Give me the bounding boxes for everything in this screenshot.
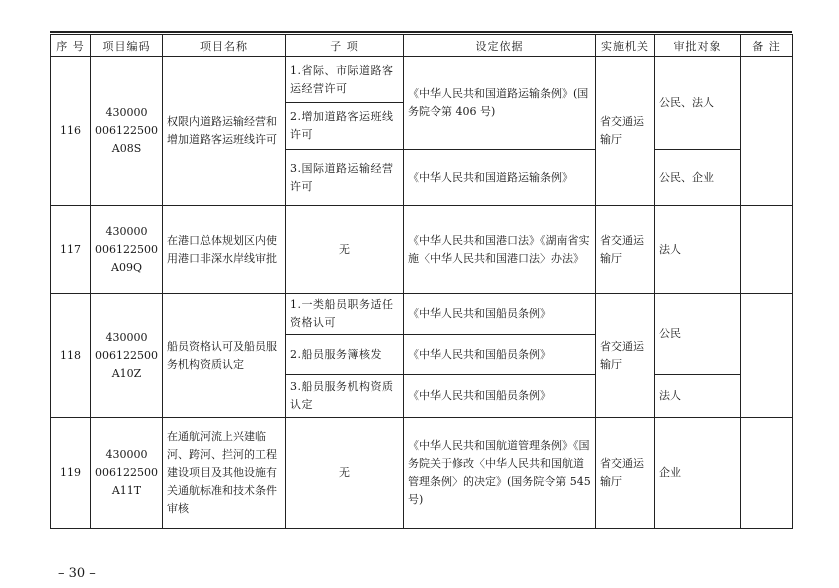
agency-cell: 省交通运输厅	[596, 206, 655, 294]
agency-cell: 省交通运输厅	[596, 57, 655, 206]
sub-item-cell: 1.一类船员职务适任资格认可	[286, 294, 404, 335]
approval-items-table	[50, 34, 793, 529]
item-name-cell: 在通航河流上兴建临河、跨河、拦河的工程建设项目及其他设施有关通航标准和技术条件审核	[163, 418, 286, 529]
sub-item-cell: 1.省际、市际道路客运经营许可	[286, 57, 404, 103]
sub-item-cell: 2.增加道路客运班线许可	[286, 103, 404, 150]
object-cell: 法人	[655, 375, 741, 418]
code-part: A08S	[111, 142, 142, 155]
code-part: 430000	[105, 224, 148, 238]
table-row	[51, 418, 793, 529]
item-name-cell: 船员资格认可及船员服务机构资质认定	[163, 294, 286, 418]
sub-item-cell: 无	[286, 418, 404, 529]
agency-cell: 省交通运输厅	[596, 294, 655, 418]
header-note: 备 注	[741, 35, 793, 57]
code-part: 006122500	[95, 348, 158, 362]
table-row	[51, 206, 793, 294]
note-cell	[741, 418, 793, 529]
code-part: A09Q	[111, 260, 142, 274]
basis-cell: 《中华人民共和国船员条例》	[404, 294, 596, 335]
header-row	[51, 35, 793, 57]
sub-item-cell: 3.船员服务机构资质认定	[286, 375, 404, 418]
header-name: 项目名称	[163, 35, 286, 57]
page-number: – 30 –	[58, 566, 96, 581]
basis-cell: 《中华人民共和国道路运输条例》(国务院令第 406 号)	[404, 57, 596, 150]
header-agency: 实施机关	[596, 35, 655, 57]
basis-cell: 《中华人民共和国船员条例》	[404, 375, 596, 418]
sub-item-cell: 无	[286, 206, 404, 294]
code-part: 006122500	[95, 466, 158, 479]
code-part: 006122500	[95, 242, 158, 256]
basis-cell: 《中华人民共和国航道管理条例》《国务院关于修改〈中华人民共和国航道管理条例〉的决定》(国务院令第 545 号)	[404, 418, 596, 529]
code-part: 430000	[105, 330, 148, 344]
table-row	[51, 57, 793, 103]
note-cell	[741, 57, 793, 206]
code-part: 006122500	[95, 124, 158, 137]
note-cell	[741, 294, 793, 418]
seq-cell: 119	[51, 418, 91, 529]
item-name-cell: 权限内道路运输经营和增加道路客运班线许可	[163, 57, 286, 206]
object-cell: 公民、法人	[655, 57, 741, 150]
basis-cell: 《中华人民共和国道路运输条例》	[404, 150, 596, 206]
object-cell: 法人	[655, 206, 741, 294]
agency-cell: 省交通运输厅	[596, 418, 655, 529]
code-cell	[91, 294, 163, 418]
header-code: 项目编码	[91, 35, 163, 57]
table-row	[51, 294, 793, 335]
code-cell	[91, 418, 163, 529]
basis-cell: 《中华人民共和国港口法》《湖南省实施〈中华人民共和国港口法〉办法》	[404, 206, 596, 294]
basis-cell: 《中华人民共和国船员条例》	[404, 335, 596, 375]
code-cell	[91, 206, 163, 294]
object-cell: 企业	[655, 418, 741, 529]
code-part: 430000	[105, 448, 148, 461]
note-cell	[741, 206, 793, 294]
sub-item-cell: 2.船员服务簿核发	[286, 335, 404, 375]
item-name-cell: 在港口总体规划区内使用港口非深水岸线审批	[163, 206, 286, 294]
code-cell	[91, 57, 163, 206]
sub-item-cell: 3.国际道路运输经营许可	[286, 150, 404, 206]
code-part: A10Z	[111, 366, 142, 380]
code-part: A11T	[111, 484, 142, 497]
seq-cell: 117	[51, 206, 91, 294]
header-object: 审批对象	[655, 35, 741, 57]
seq-cell: 118	[51, 294, 91, 418]
header-sub: 子 项	[286, 35, 404, 57]
object-cell: 公民、企业	[655, 150, 741, 206]
object-cell: 公民	[655, 294, 741, 375]
top-rule	[50, 31, 792, 33]
header-seq: 序 号	[51, 35, 91, 57]
code-part: 430000	[105, 106, 148, 119]
seq-cell: 116	[51, 57, 91, 206]
header-basis: 设定依据	[404, 35, 596, 57]
